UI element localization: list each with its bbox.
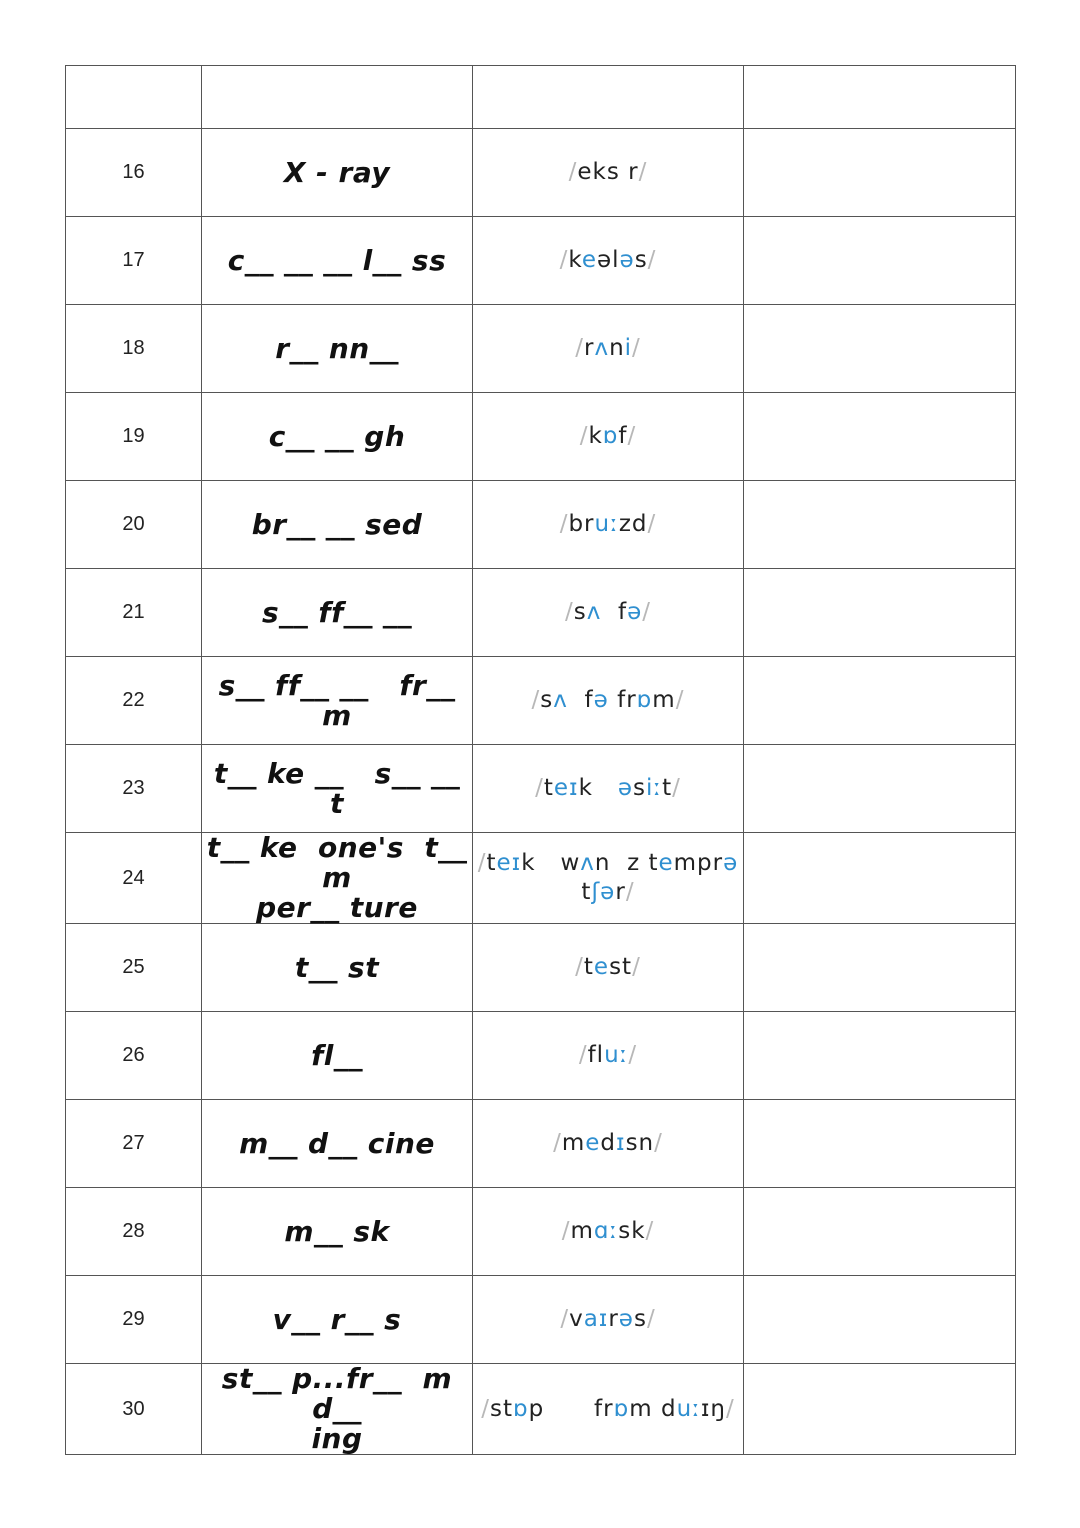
ipa-vowel: e [593,954,610,980]
phonetic-transcription [473,1012,744,1100]
answer-cell [744,657,1016,745]
ipa-segment: sk [618,1218,646,1244]
table-row [66,393,1016,481]
slash-close: / [654,1130,663,1156]
phonetic-transcription [473,1188,744,1276]
ipa-segment: br [568,511,595,537]
slash-open: / [553,1130,562,1156]
ipa-vowel: ɑː [593,1218,619,1244]
phonetic-transcription [473,217,744,305]
ipa-segment: fl [587,1042,605,1068]
ipa-vowel: i [624,335,633,361]
ipa-segment: f [567,687,594,713]
phonetic-transcription [473,1276,744,1364]
slash-open: / [477,850,487,876]
slash-close: / [632,954,641,980]
slash-open: / [568,159,578,185]
ipa-segment: sn [625,1130,655,1156]
ipa-segment: d [600,1130,617,1156]
answer-cell [744,745,1016,833]
vocabulary-table [65,65,1016,1455]
slash-open: / [561,1218,571,1244]
row-number: 27 [66,1100,202,1188]
ipa-vowel: e [581,247,597,273]
slash-open: / [481,1395,490,1422]
ipa-segment: t [486,850,497,876]
slash-close: / [646,1306,656,1332]
ipa-vowel: ʌ [580,850,595,876]
ipa-segment: t [583,954,594,980]
fill-in-word: v__ r__ s [202,1276,473,1364]
answer-cell [744,924,1016,1012]
ipa-segment: st [609,954,633,980]
ipa-segment: n z t [594,850,659,876]
phonetic-transcription [473,1364,744,1455]
row-number: 25 [66,924,202,1012]
ipa-segment: k [588,423,603,449]
slash-close: / [642,599,651,625]
answer-cell [744,1364,1016,1455]
ipa-vowel: ɒ [613,1395,630,1422]
table-row [66,569,1016,657]
fill-in-word: st__ p...fr__ m d__ ing [202,1364,473,1455]
ipa-vowel: aɪ [583,1306,609,1332]
ipa-segment: t [581,879,592,905]
table-row [66,1364,1016,1455]
row-number: 20 [66,481,202,569]
ipa-segment: f [601,599,628,625]
table-row [66,833,1016,924]
slash-close: / [675,687,685,713]
slash-open: / [531,687,541,713]
ipa-segment: m [652,687,676,713]
ipa-vowel: e [658,850,674,876]
table-row [66,1276,1016,1364]
header-cell-number [66,66,202,129]
slash-close: / [645,1218,655,1244]
fill-in-word: c__ __ __ l__ ss [202,217,473,305]
row-number: 16 [66,129,202,217]
phonetic-transcription [473,481,744,569]
ipa-segment: t [662,775,673,801]
slash-open: / [575,954,584,980]
fill-in-word: s__ ff__ __ fr__ m [202,657,473,745]
slash-close: / [628,1042,638,1068]
answer-cell [744,305,1016,393]
ipa-segment: zd [618,511,648,537]
phonetic-transcription [473,924,744,1012]
row-number: 23 [66,745,202,833]
ipa-segment: v [569,1306,584,1332]
fill-in-word: br__ __ sed [202,481,473,569]
phonetic-transcription [473,745,744,833]
ipa-vowel: ə [618,1306,634,1332]
ipa-vowel: eɪ [496,850,522,876]
ipa-vowel: ə [619,247,635,273]
ipa-vowel: ə [617,775,633,801]
ipa-vowel: iː [645,775,663,801]
ipa-segment: st [489,1395,513,1422]
row-number: 24 [66,833,202,924]
row-number: 30 [66,1364,202,1455]
ipa-segment: mpr [673,850,724,876]
ipa-segment: r [615,879,626,905]
ipa-vowel: ɒ [636,687,653,713]
table-body [66,66,1016,1455]
row-number: 18 [66,305,202,393]
table-row [66,1100,1016,1188]
answer-cell [744,1100,1016,1188]
row-number: 19 [66,393,202,481]
ipa-vowel: uː [604,1042,629,1068]
slash-open: / [575,335,584,361]
ipa-vowel: eɪ [553,775,579,801]
ipa-segment: r [583,335,595,361]
slash-open: / [578,1042,588,1068]
fill-in-word: c__ __ gh [202,393,473,481]
slash-close: / [647,247,657,273]
answer-cell [744,1188,1016,1276]
table-row [66,1188,1016,1276]
fill-in-word: t__ ke __ s__ __ t [202,745,473,833]
ipa-segment: ɪŋ [700,1395,727,1422]
table-row [66,305,1016,393]
phonetic-transcription [473,129,744,217]
table-row [66,1012,1016,1100]
header-row [66,66,1016,129]
phonetic-transcription [473,305,744,393]
fill-in-word: m__ d__ cine [202,1100,473,1188]
ipa-segment: s [634,247,648,273]
ipa-vowel: ə [723,850,739,876]
ipa-vowel: ə [593,687,609,713]
ipa-segment: k [578,775,618,801]
answer-cell [744,481,1016,569]
header-cell-phonetic [473,66,744,129]
ipa-vowel: ɪ [616,1130,626,1156]
ipa-segment: k w [521,850,581,876]
answer-cell [744,569,1016,657]
answer-cell [744,129,1016,217]
ipa-vowel: uː [676,1395,701,1422]
slash-open: / [559,511,569,537]
ipa-segment: p fr [528,1395,614,1422]
phonetic-transcription [473,833,744,924]
header-cell-answer [744,66,1016,129]
ipa-segment: m [570,1218,594,1244]
table-row [66,657,1016,745]
row-number: 29 [66,1276,202,1364]
slash-open: / [565,599,574,625]
ipa-vowel: ɒ [512,1395,529,1422]
table-row [66,481,1016,569]
header-cell-word [202,66,473,129]
answer-cell [744,217,1016,305]
phonetic-transcription [473,393,744,481]
table-row [66,745,1016,833]
ipa-segment: s [633,1306,647,1332]
fill-in-word: X - ray [202,129,473,217]
slash-open: / [560,1306,570,1332]
fill-in-word: r__ nn__ [202,305,473,393]
row-number: 22 [66,657,202,745]
slash-close: / [638,159,648,185]
slash-close: / [672,775,681,801]
ipa-segment: m d [629,1395,677,1422]
fill-in-word: s__ ff__ __ [202,569,473,657]
phonetic-transcription [473,1100,744,1188]
answer-cell [744,393,1016,481]
slash-close: / [627,423,637,449]
ipa-vowel: ʌ [594,335,610,361]
ipa-segment: fr [608,687,637,713]
fill-in-word: t__ st [202,924,473,1012]
fill-in-word: m__ sk [202,1188,473,1276]
row-number: 28 [66,1188,202,1276]
slash-open: / [535,775,544,801]
slash-close: / [625,879,635,905]
table-row [66,129,1016,217]
ipa-vowel: uː [594,511,619,537]
ipa-segment: s [540,687,554,713]
ipa-segment: n [609,335,625,361]
phonetic-transcription [473,569,744,657]
slash-open: / [559,247,569,273]
table-row [66,924,1016,1012]
fill-in-word: t__ ke one's t__ m per__ ture [202,833,473,924]
phonetic-transcription [473,657,744,745]
ipa-segment: s [633,775,646,801]
ipa-segment: f [618,423,628,449]
ipa-vowel: ə [627,599,643,625]
answer-cell [744,1012,1016,1100]
answer-cell [744,1276,1016,1364]
ipa-segment: k [568,247,582,273]
slash-open: / [579,423,589,449]
ipa-vowel: ɒ [602,423,619,449]
ipa-vowel: ʃə [591,879,616,905]
slash-close: / [726,1395,735,1422]
ipa-vowel: e [585,1130,601,1156]
ipa-segment: eks r [577,159,639,185]
fill-in-word: fl__ [202,1012,473,1100]
ipa-segment: r [608,1306,619,1332]
row-number: 17 [66,217,202,305]
table-row [66,217,1016,305]
answer-cell [744,833,1016,924]
ipa-segment: əl [596,247,620,273]
slash-close: / [632,335,641,361]
row-number: 21 [66,569,202,657]
ipa-segment: s [573,599,587,625]
ipa-vowel: ʌ [553,687,568,713]
slash-close: / [647,511,657,537]
ipa-segment: t [543,775,554,801]
ipa-segment: m [561,1130,586,1156]
row-number: 26 [66,1012,202,1100]
ipa-vowel: ʌ [586,599,602,625]
